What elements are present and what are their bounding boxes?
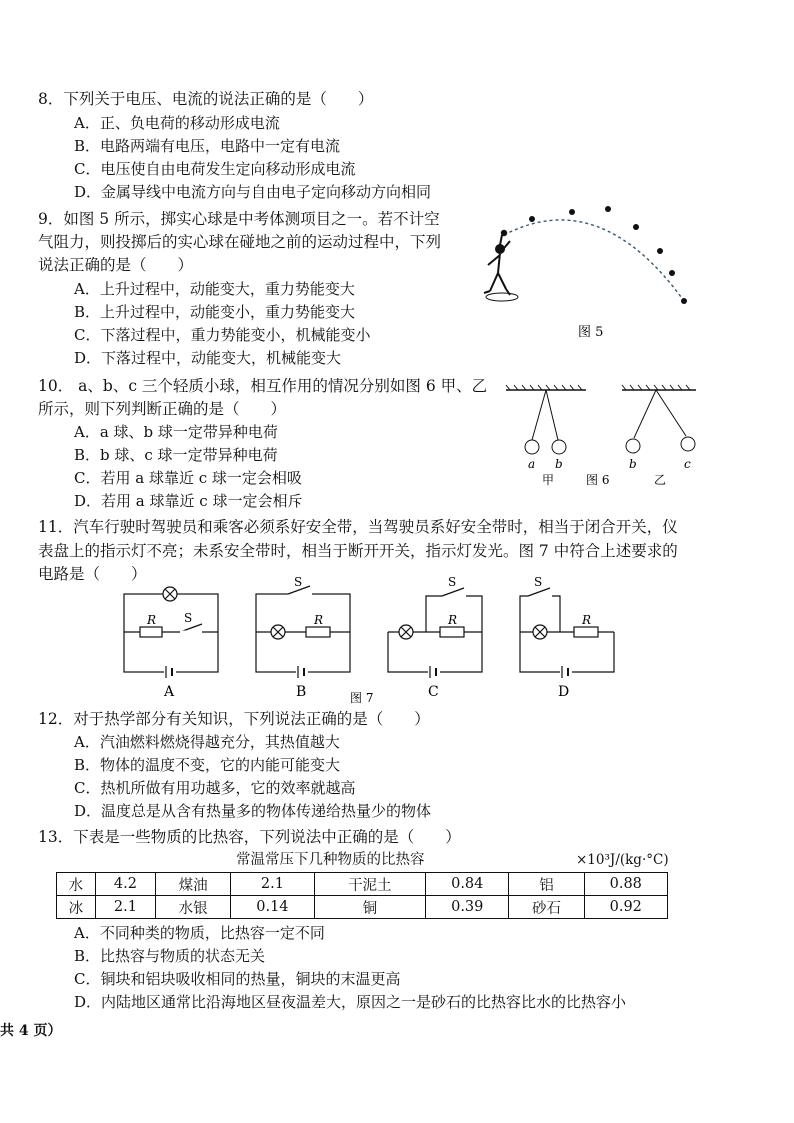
circuit-c-label: C (428, 684, 439, 700)
ball-label-a: a (528, 457, 536, 471)
table-cell: 煤油 (156, 873, 231, 896)
ball-label-c: c (684, 457, 691, 471)
q13-option-d: D．内陆地区通常比沿海地区昼夜温差大，原因之一是砂石的比热容比水的比热容小 (74, 993, 627, 1011)
q11-stem-line-3: 电路是（ ） (38, 565, 147, 583)
table-cell: 0.92 (584, 896, 667, 919)
circuit-b (256, 586, 350, 678)
q9-stem-line-3: 说法正确的是（ ） (38, 256, 194, 274)
table-title: 常温常压下几种物质的比热容 (236, 852, 425, 868)
ball-label-b-left: b (555, 457, 563, 471)
q9-option-c: C．下落过程中，重力势能变小，机械能变小 (74, 326, 371, 344)
ball-6 (657, 248, 663, 254)
ball-3 (569, 209, 575, 215)
circuit-d-s-label: S (534, 576, 543, 589)
circuit-c (388, 588, 482, 678)
q9-stem-line-2: 气阻力，则投掷后的实心球在碰地之前的运动过程中，下列 (38, 233, 442, 251)
q8-option-c: C．电压使自由电荷发生定向移动形成电流 (74, 160, 356, 178)
q11-stem-line-1: 11．汽车行驶时驾驶员和乘客必须系好安全带，当驾驶员系好安全带时，相当于闭合开关，仪 (38, 518, 678, 536)
circuit-c-s-label: S (448, 576, 457, 589)
ball-4 (605, 206, 611, 212)
q12-option-d: D．温度总是从含有热量多的物体传递给热量少的物体 (74, 802, 432, 820)
circuit-d-r-label: R (582, 613, 592, 627)
q8-option-b: B．电路两端有电压，电路中一定有电流 (74, 137, 341, 155)
q9-option-a: A．上升过程中，动能变大，重力势能变大 (74, 280, 355, 298)
table-cell: 水 (57, 873, 96, 896)
q8-stem: 8．下列关于电压、电流的说法正确的是（ ） (38, 90, 374, 108)
table-cell: 0.84 (426, 873, 509, 896)
figure-6-caption: 图 6 (586, 473, 610, 487)
q12-option-b: B．物体的温度不变，它的内能可能变大 (74, 756, 341, 774)
q9-option-d: D．下落过程中，动能变大，机械能变大 (74, 349, 342, 367)
q9-option-b: B．上升过程中，动能变小，重力势能变大 (74, 303, 356, 321)
ball-7 (669, 270, 675, 276)
q12-stem: 12．对于热学部分有关知识，下列说法正确的是（ ） (38, 710, 430, 728)
circuit-b-s-label: S (294, 576, 303, 589)
q8-option-d: D．金属导线中电流方向与自由电子定向移动方向相同 (74, 183, 432, 201)
q10-option-d: D．若用 a 球靠近 c 球一定会相斥 (74, 492, 303, 510)
q10-option-c: C．若用 a 球靠近 c 球一定会相吸 (74, 469, 302, 487)
athlete-icon (484, 235, 518, 301)
table-cell: 砂石 (509, 896, 584, 919)
figure-6-pith-balls (500, 382, 715, 492)
q10-stem-line-1: 10． a、b、c 三个轻质小球，相互作用的情况分别如图 6 甲、乙 (38, 377, 488, 395)
figure-5-caption: 图 5 (578, 325, 604, 340)
table-row (57, 873, 668, 896)
page-footer: 共 4 页） (0, 1023, 62, 1039)
figure-6-left-caption: 甲 (542, 473, 555, 487)
q13-option-c: C．铜块和铝块吸收相同的热量，铜块的末温更高 (74, 970, 401, 988)
figure-7-caption: 图 7 (350, 691, 374, 705)
q12-option-a: A．汽油燃料燃烧得越充分，其热值越大 (74, 733, 340, 751)
circuit-a-s-label: S (184, 611, 193, 625)
q13-option-b: B．比热容与物质的状态无关 (74, 947, 266, 965)
q13-stem: 13．下表是一些物质的比热容，下列说法中正确的是（ ） (38, 828, 461, 846)
table-cell: 0.14 (231, 896, 314, 919)
table-cell: 0.88 (584, 873, 667, 896)
q13-option-a: A．不同种类的物质，比热容一定不同 (74, 924, 325, 942)
specific-heat-table (56, 872, 668, 919)
ball-5 (633, 224, 639, 230)
table-unit: ×10³J/(kg·°C) (576, 852, 669, 868)
table-cell: 4.2 (95, 873, 155, 896)
table-cell: 铜 (314, 896, 425, 919)
q8-option-a: A．正、负电荷的移动形成电流 (74, 114, 280, 132)
table-cell: 干泥土 (314, 873, 425, 896)
table-cell: 2.1 (95, 896, 155, 919)
table-cell: 铝 (509, 873, 584, 896)
circuit-a-label: A (164, 684, 175, 700)
circuit-d (520, 588, 614, 678)
table-cell: 冰 (57, 896, 96, 919)
q10-stem-line-2: 所示，则下列判断正确的是（ ） (38, 400, 287, 418)
ball-label-b-right: b (629, 457, 637, 471)
q11-stem-line-2: 表盘上的指示灯不亮；未系安全带时，相当于断开开关，指示灯发光。图 7 中符合上述要求的 (38, 542, 678, 560)
table-cell: 2.1 (231, 873, 314, 896)
circuit-d-label: D (558, 684, 570, 700)
table-row (57, 896, 668, 919)
circuit-c-r-label: R (448, 613, 458, 627)
q10-option-a: A．a 球、b 球一定带异种电荷 (74, 423, 278, 441)
figure-5-shot-put (480, 195, 710, 345)
ball-2 (529, 216, 535, 222)
table-cell: 0.39 (426, 896, 509, 919)
circuit-a-r-label: R (147, 613, 157, 627)
q9-stem-line-1: 9．如图 5 所示，掷实心球是中考体测项目之一。若不计空 (38, 210, 440, 228)
circuit-b-r-label: R (314, 613, 324, 627)
ball-8 (681, 298, 687, 304)
table-cell: 水银 (156, 896, 231, 919)
circuit-b-label: B (296, 684, 307, 700)
figure-6-right-caption: 乙 (654, 473, 667, 487)
figure-7-circuits (118, 576, 618, 706)
q10-option-b: B．b 球、c 球一定带异种电荷 (74, 446, 278, 464)
circuit-a (124, 587, 218, 678)
q12-option-c: C．热机所做有用功越多，它的效率就越高 (74, 779, 356, 797)
